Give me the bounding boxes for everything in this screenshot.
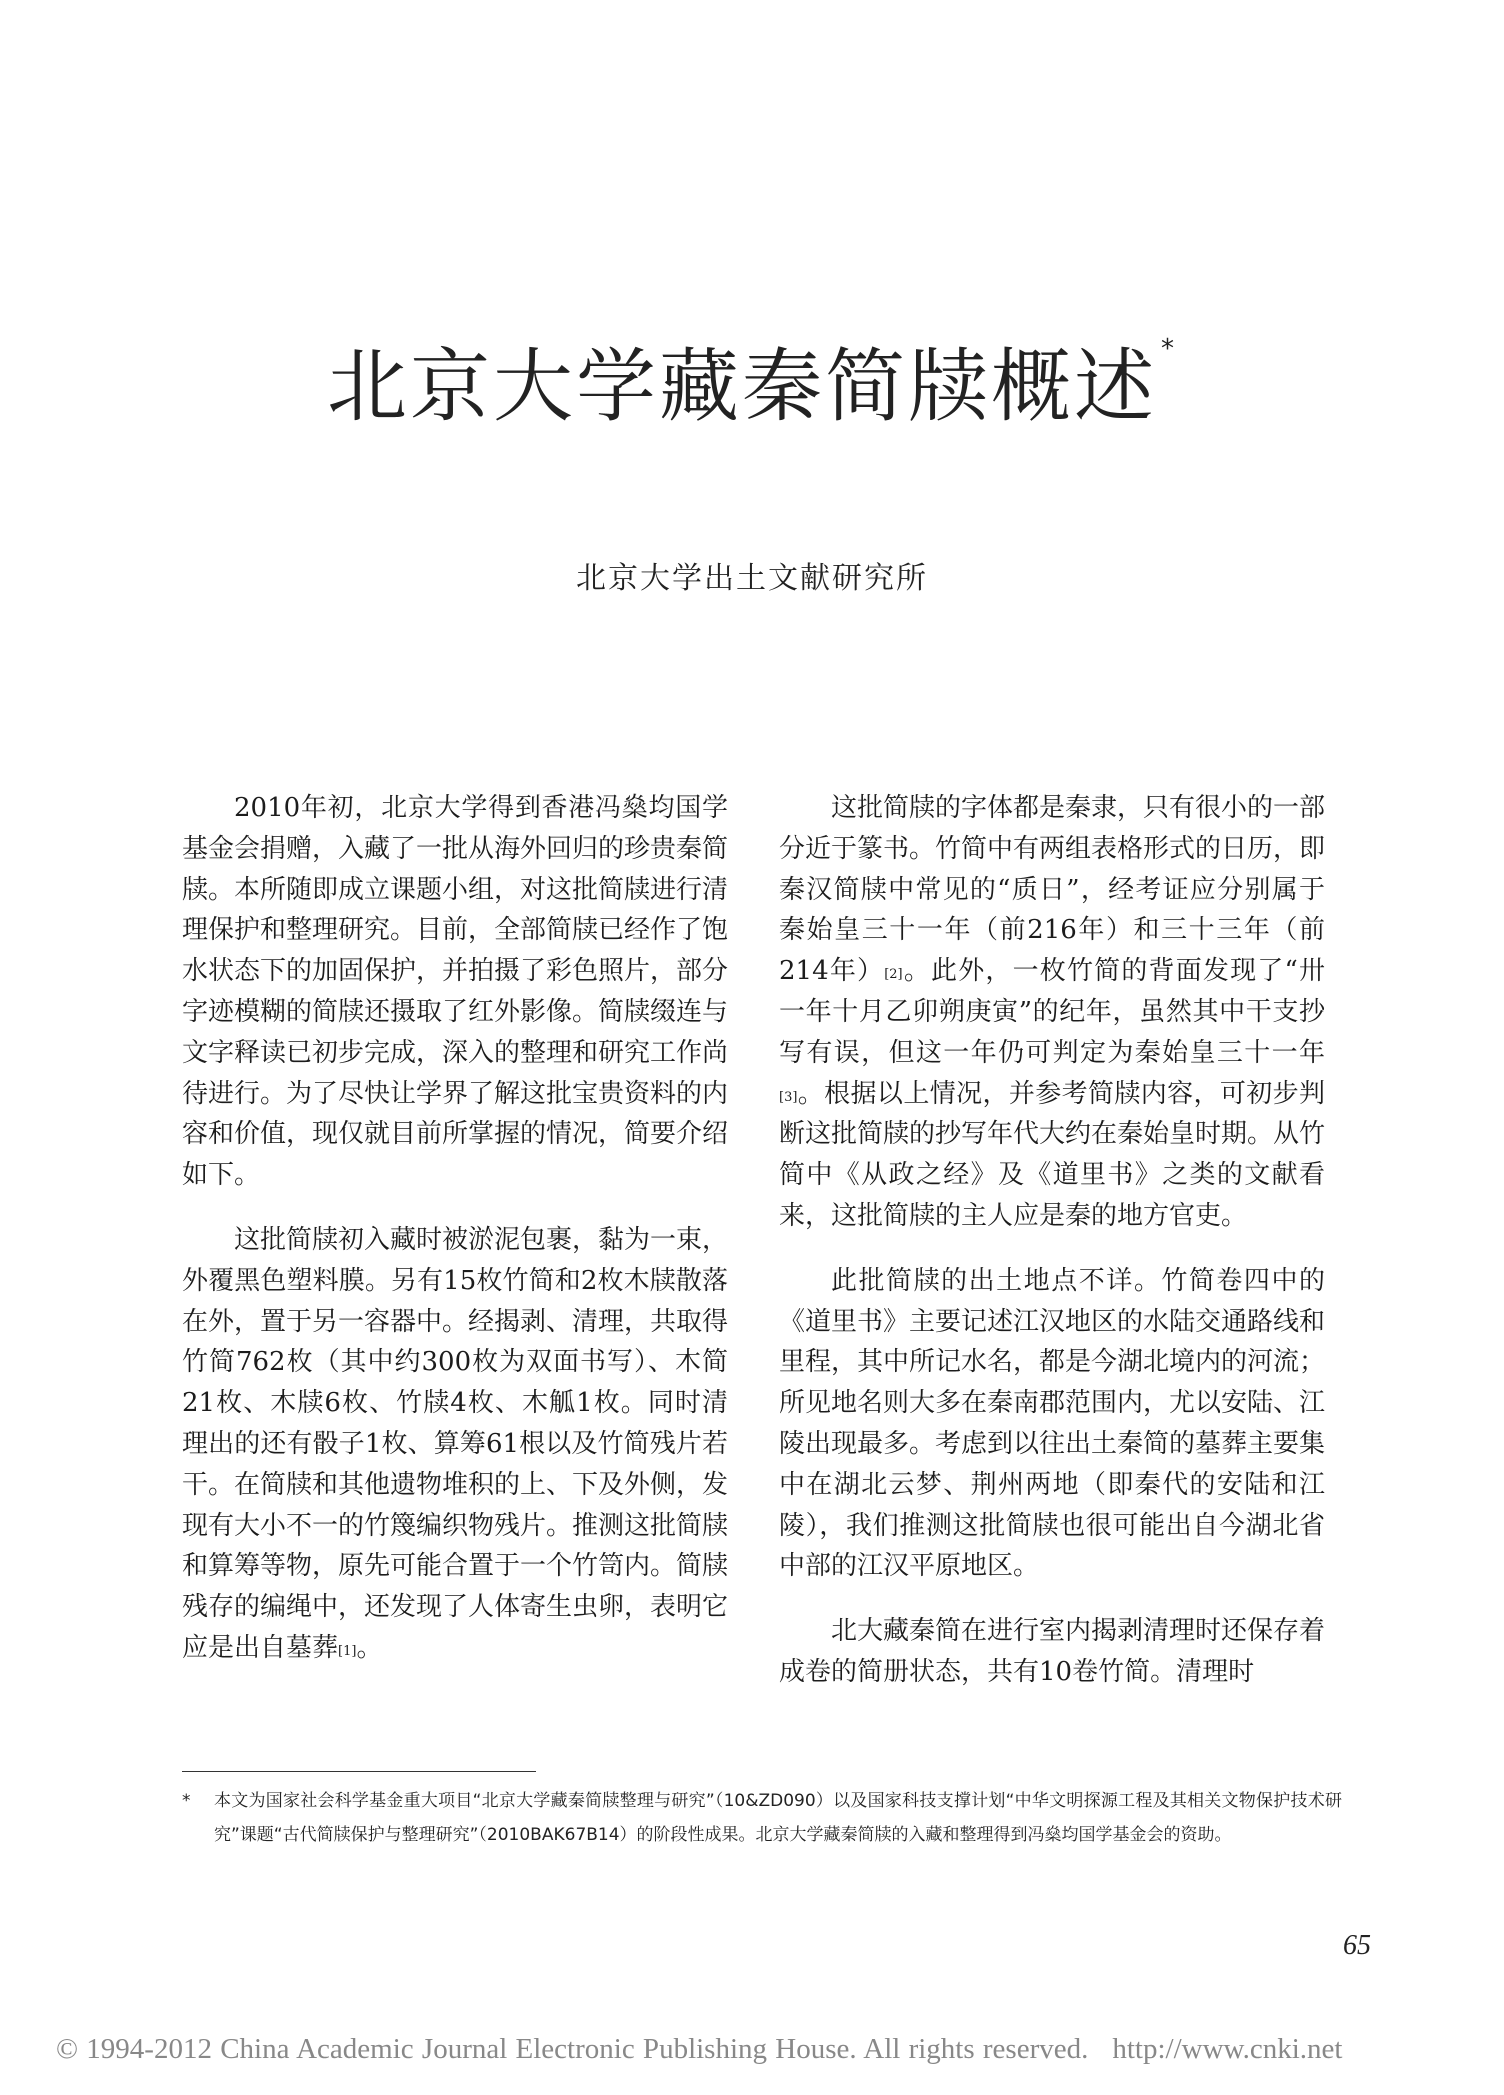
paragraph-text: 。此外，一枚竹简的背面发现了“卅一年十月乙卯朔庚寅”的纪年，虽然其中干支抄写有误，但这一年仍可判定为秦始皇三十一年	[779, 956, 1325, 1068]
footnote-text: 本文为国家社会科学基金重大项目“北京大学藏秦简牍整理与研究”（10&ZD090）以及国家科技支撑计划“中华文明探源工程及其相关文物保护技术研究”课题“古代简牍保护与整理研究”（2010BAK67B14）的阶段性成果。北京大学藏秦简牍的入藏和整理得到冯燊均国学基金会的资助。	[214, 1791, 1342, 1845]
body-column-left	[182, 788, 728, 1669]
publisher-url[interactable]: http://www.cnki.net	[1112, 2033, 1343, 2065]
title-footnote-mark: *	[1161, 334, 1177, 364]
paragraph-text: 这批简牍的字体都是秦隶，只有很小的一部分近于篆书。竹简中有两组表格形式的日历，即秦汉简牍中常见的“质日”，经考证应分别属于秦始皇三十一年（前216年）和三十三年（前214年）	[779, 793, 1326, 987]
citation-ref: [3]	[779, 1089, 798, 1105]
paper-title	[0, 322, 1504, 437]
paragraph: 北大藏秦简在进行室内揭剥清理时还保存着成卷的简册状态，共有10卷竹简。清理时	[779, 1616, 1326, 1687]
footnote-mark: *	[182, 1791, 191, 1811]
paragraph	[779, 788, 1325, 1237]
citation-ref: [2]	[884, 967, 903, 983]
paragraph-text: 。	[356, 1632, 383, 1663]
copyright-text: © 1994-2012 China Academic Journal Electronic Publishing House. All rights reserved.	[56, 2033, 1089, 2065]
paragraph	[182, 1220, 728, 1669]
paragraph: 此批简牍的出土地点不详。竹简卷四中的《道里书》主要记述江汉地区的水陆交通路线和里程，其中所记水名，都是今湖北境内的河流；所见地名则大多在秦南郡范围内，尤以安陆、江陵出现最多。考虑到以往出土秦简的墓葬主要集中在湖北云梦、荆州两地（即秦代的安陆和江陵），我们推测这批简牍也很可能出自今湖北省中部的江汉平原地区。	[779, 1265, 1326, 1582]
footnote-divider	[182, 1771, 536, 1772]
citation-ref: [1]	[338, 1643, 357, 1659]
page-number: 65	[1343, 1930, 1371, 1961]
paragraph-text: 这批简牍初入藏时被淤泥包裹，黏为一束，外覆黑色塑料膜。另有15枚竹简和2枚木牍散落在外，置于另一容器中。经揭剥、清理，共取得竹简762枚（其中约300枚为双面书写）、木简21枚、木牍6枚、竹牍4枚、木觚1枚。同时清理出的还有骰子1枚、算筹61根以及竹简残片若干。在简牍和其他遗物堆积的上、下及外侧，发现有大小不一的竹篾编织物残片。推测这批简牍和算筹等物，原先可能合置于一个竹笥内。简牍残存的编绳中，还发现了人体寄生虫卵，表明它应是出自墓葬	[182, 1224, 729, 1663]
copyright-line	[56, 2033, 1342, 2066]
paragraph-text: 。根据以上情况，并参考简牍内容，可初步判断这批简牍的抄写年代大约在秦始皇时期。从竹简中《从政之经》及《道里书》之类的文献看来，这批简牍的主人应是秦的地方官吏。	[779, 1078, 1326, 1231]
title-text: 北京大学藏秦简牍概述	[327, 340, 1157, 433]
paragraph: 2010年初，北京大学得到香港冯燊均国学基金会捐赠，入藏了一批从海外回归的珍贵秦简牍。本所随即成立课题小组，对这批简牍进行清理保护和整理研究。目前，全部简牍已经作了饱水状态下的加固保护，并拍摄了彩色照片，部分字迹模糊的简牍还摄取了红外影像。简牍缀连与文字释读已初步完成，深入的整理和研究工作尚待进行。为了尽快让学界了解这批宝贵资料的内容和价值，现仅就目前所掌握的情况，简要介绍如下。	[182, 793, 729, 1191]
footnote	[182, 1784, 1342, 1852]
body-column-right	[779, 788, 1325, 1693]
author-affiliation: 北京大学出土文献研究所	[576, 561, 928, 596]
